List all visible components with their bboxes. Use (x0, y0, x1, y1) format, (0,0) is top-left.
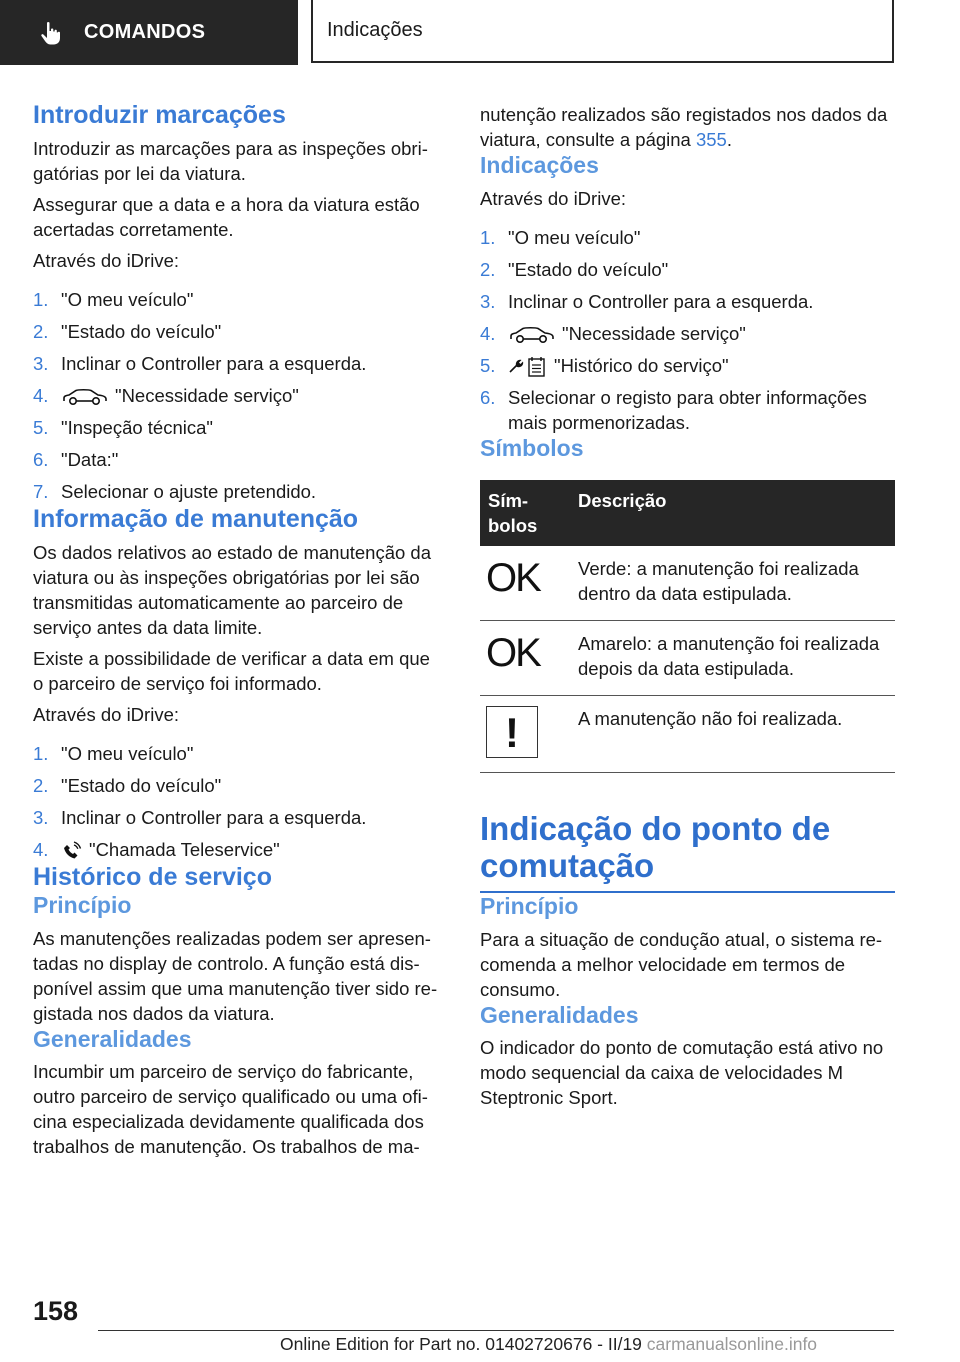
subheading-simbolos: Símbolos (480, 434, 584, 461)
list-item: 3. Inclinar o Controller para a esquerda. (33, 353, 367, 374)
subheading-principio: Princípio (33, 892, 132, 919)
paragraph: Os dados relativos ao estado de manutenção da viatura ou às inspeções obrigatórias por lei são transmitidas automaticamente ao parceiro de serviço antes da data limite. (33, 542, 432, 638)
car-icon (61, 387, 109, 407)
table-row (480, 546, 895, 621)
list-item: 3. Inclinar o Controller para a esquerda. (33, 807, 367, 828)
paragraph: O indicador do ponto de comutação está ativo no modo sequencial da caixa de velocidades M Steptronic Sport. (480, 1037, 884, 1109)
list-item: 6. Selecionar o registo para obter informações mais pormenorizadas. (480, 386, 867, 433)
column-header-descricao: Descrição (570, 480, 895, 546)
heading-introduzir-marcacoes: Introduzir marcações (33, 101, 286, 129)
subheading-principio: Princípio (480, 893, 579, 920)
symbols-table (480, 480, 895, 773)
paragraph: Incumbir um parceiro de serviço do fabricante, outro parceiro de serviço qualificado ou uma ofi-cina especializada devidamente qualificada dos trabalhos de manutenção. Os trabalhos de ma- (33, 1061, 428, 1158)
heading-informacao-manutencao: Informação de manutenção (33, 505, 359, 533)
ok-symbol-icon: OK (486, 631, 540, 676)
page-number: 158 (33, 1296, 79, 1326)
table-cell-description: Verde: a manutenção foi realizada dentro da data estipulada. (570, 546, 895, 621)
list-item: 2. "Estado do veículo" (480, 258, 669, 280)
heading-historico-servico: Histórico de serviço (33, 863, 272, 892)
subheading-generalidades: Generalidades (33, 1025, 192, 1052)
service-history-icon (508, 356, 548, 378)
ok-symbol-icon: OK (486, 556, 540, 601)
list-item: 4. "Chamada Teleservice" (33, 837, 443, 862)
subheading-generalidades: Generalidades (480, 1001, 639, 1028)
hand-pointer-icon (38, 20, 64, 46)
teleservice-icon (61, 840, 83, 862)
section-header (311, 0, 894, 63)
chapter-tab (0, 0, 298, 65)
list-item: 1. "O meu veículo" (33, 289, 194, 310)
watermark: carmanualsonline.info (646, 1334, 818, 1354)
page-reference-link[interactable]: 355 (695, 129, 727, 150)
list-item: 5. "Histórico do serviço" (480, 353, 895, 378)
list-item: 1. "O meu veículo" (480, 226, 641, 248)
list-item: 5. "Inspeção técnica" (33, 417, 213, 438)
paragraph: As manutenções realizadas podem ser apresen-tadas no display de controlo. A função está dis-ponível assim que uma manutenção tiver sido re-gistada nos dados da viatura. (33, 927, 438, 1024)
paragraph: Existe a possibilidade de verificar a data em que o parceiro de serviço foi informado. (33, 648, 430, 694)
list-item: 4. "Necessidade serviço" (480, 322, 746, 344)
paragraph-continuation: nutenção realizados são registados nos dados da viatura, consulte a página 355. (480, 104, 888, 150)
steps-list (33, 741, 443, 862)
chapter-tab-label: COMANDOS (84, 21, 206, 43)
list-item: 6. "Data:" (33, 449, 119, 470)
list-item: 3. Inclinar o Controller para a esquerda. (480, 290, 814, 312)
table-cell-description: A manutenção não foi realizada. (570, 696, 895, 773)
left-column (33, 100, 443, 1159)
right-column (480, 102, 895, 1110)
steps-list (480, 225, 895, 435)
car-icon (508, 325, 556, 345)
list-item: 1. "O meu veículo" (33, 743, 194, 764)
paragraph: Assegurar que a data e a hora da viatura estão acertadas corretamente. (33, 194, 420, 240)
paragraph: Através do iDrive: (33, 250, 179, 271)
table-header-row (480, 480, 895, 546)
list-item: 2. "Estado do veículo" (33, 321, 222, 342)
subheading-indicacoes: Indicações (480, 152, 599, 178)
footer-edition: Online Edition for Part no. 01402720676 - II/19 carmanualsonline.info (280, 1334, 818, 1354)
section-header-label: Indicações (327, 19, 423, 41)
heading-indicacao-ponto-comutacao: Indicação do ponto de comutação (480, 811, 895, 893)
paragraph: Introduzir as marcações para as inspeções obri-gatórias por lei da viatura. (33, 138, 428, 184)
exclamation-icon: ! (486, 706, 538, 758)
list-item: 7. Selecionar o ajuste pretendido. (33, 481, 317, 502)
paragraph: Através do iDrive: (33, 704, 179, 725)
footer-divider (98, 1330, 894, 1331)
table-cell-description: Amarelo: a manutenção foi realizada depois da data estipulada. (570, 621, 895, 696)
steps-list (33, 287, 443, 504)
list-item: 4. "Necessidade serviço" (33, 385, 299, 406)
column-header-simbolos: Sím-bolos (480, 480, 570, 546)
list-item: 2. "Estado do veículo" (33, 775, 222, 796)
table-row (480, 696, 895, 773)
paragraph: Para a situação de condução atual, o sistema re-comenda a melhor velocidade em termos de consumo. (480, 928, 883, 1000)
table-row (480, 621, 895, 696)
paragraph: Através do iDrive: (480, 187, 626, 209)
